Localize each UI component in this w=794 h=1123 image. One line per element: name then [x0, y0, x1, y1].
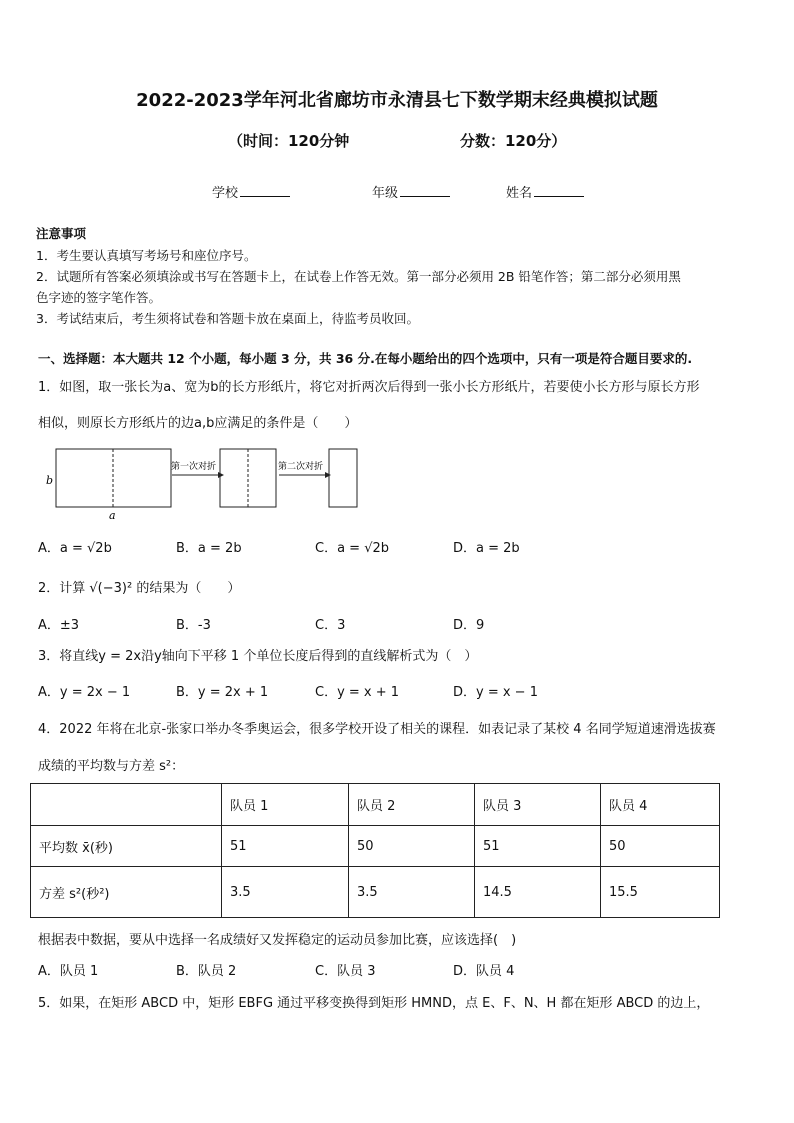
- q3-stem: 3．将直线y = 2x沿y轴向下平移 1 个单位长度后得到的直线解析式为（ ）: [38, 649, 478, 664]
- table-header-cell: 队员 4: [601, 784, 720, 826]
- q4-option-a[interactable]: A．队员 1: [38, 964, 99, 979]
- school-blank[interactable]: [240, 184, 290, 197]
- table-header-cell: 队员 1: [222, 784, 349, 826]
- q2-stem: 2．计算 √(−3)² 的结果为（ ）: [38, 581, 241, 596]
- label-a: a: [109, 509, 116, 520]
- school-label: 学校: [212, 186, 239, 201]
- name-blank[interactable]: [534, 184, 584, 197]
- table-cell: 3.5: [222, 867, 349, 918]
- q4-stem-line2: 成绩的平均数与方差 s²：: [38, 759, 185, 774]
- q3-option-c[interactable]: C．y = x + 1: [315, 685, 400, 700]
- arrow2-head: [325, 472, 331, 478]
- table-row: [31, 867, 720, 918]
- q1-folding-figure: [40, 440, 370, 520]
- arrow2-label: 第二次对折: [278, 462, 324, 472]
- table-cell: 51: [222, 826, 349, 867]
- arrow1-label: 第一次对折: [171, 462, 217, 472]
- q3-option-b[interactable]: B．y = 2x + 1: [176, 685, 269, 700]
- q4-option-d[interactable]: D．队员 4: [453, 964, 515, 979]
- q1-stem-line2: 相似，则原长方形纸片的边a,b应满足的条件是（ ）: [38, 416, 358, 431]
- q2-option-d[interactable]: D．9: [453, 618, 485, 633]
- label-b: b: [46, 474, 54, 487]
- table-cell: 3.5: [349, 867, 475, 918]
- q3-option-a[interactable]: A．y = 2x − 1: [38, 685, 131, 700]
- table-cell: 50: [349, 826, 475, 867]
- half-rectangle: [220, 449, 276, 507]
- grade-field[interactable]: [372, 182, 450, 201]
- q1-option-b[interactable]: B．a = 2b: [176, 541, 242, 556]
- table-cell: 平均数 x̄(秒): [31, 826, 222, 867]
- grade-blank[interactable]: [400, 184, 450, 197]
- grade-label: 年级: [372, 186, 399, 201]
- page-title: 2022-2023学年河北省廊坊市永清县七下数学期末经典模拟试题: [136, 90, 658, 111]
- table-cell: 14.5: [475, 867, 601, 918]
- table-header-cell: 队员 3: [475, 784, 601, 826]
- notice-heading: 注意事项: [36, 226, 87, 241]
- notice-item: 2．试题所有答案必须填涂或书写在答题卡上，在试卷上作答无效。第一部分必须用 2B 铅笔作答；第二部分必须用黑: [36, 269, 681, 284]
- quarter-rectangle: [329, 449, 357, 507]
- table-cell: 方差 s²(秒²): [31, 867, 222, 918]
- exam-score: 分数：120分）: [460, 132, 567, 150]
- q3-option-d[interactable]: D．y = x − 1: [453, 685, 538, 700]
- notice-item: 1．考生要认真填写考场号和座位序号。: [36, 248, 257, 263]
- q5-stem-line1: 5．如果，在矩形 ABCD 中，矩形 EBFG 通过平移变换得到矩形 HMND，点 E、F、N、H 都在矩形 ABCD 的边上，: [38, 996, 710, 1011]
- q4-stem-line1: 4．2022 年将在北京-张家口举办冬季奥运会，很多学校开设了相关的课程．如表记录了某校 4 名同学短道速滑选拔赛: [38, 722, 716, 737]
- arrow1-head: [218, 472, 224, 478]
- table-cell: 15.5: [601, 867, 720, 918]
- q2-option-c[interactable]: C．3: [315, 618, 346, 633]
- table-header-cell: 队员 2: [349, 784, 475, 826]
- notice-item: 3．考试结束后，考生须将试卷和答题卡放在桌面上，待监考员收回。: [36, 311, 419, 326]
- notice-item: 色字迹的签字笔作答。: [36, 290, 162, 305]
- q4-option-c[interactable]: C．队员 3: [315, 964, 376, 979]
- q1-option-c[interactable]: C．a = √2b: [315, 541, 390, 556]
- q2-option-b[interactable]: B．-3: [176, 618, 211, 633]
- table-cell: 50: [601, 826, 720, 867]
- exam-time: （时间：120分钟: [228, 132, 350, 150]
- table-header-cell: [31, 784, 222, 826]
- table-row: [31, 826, 720, 867]
- section-heading: 一、选择题：本大题共 12 个小题，每小题 3 分，共 36 分.在每小题给出的四个选项中，只有一项是符合题目要求的.: [38, 351, 693, 366]
- q1-stem-line1: 1．如图，取一张长为a、宽为b的长方形纸片，将它对折两次后得到一张小长方形纸片，若要使小长方形与原长方形: [38, 380, 700, 395]
- table-header-row: [31, 784, 720, 826]
- q1-option-d[interactable]: D．a = 2b: [453, 541, 520, 556]
- name-label: 姓名: [506, 186, 533, 201]
- original-rectangle: [56, 449, 171, 507]
- name-field[interactable]: [506, 182, 584, 201]
- school-field[interactable]: [212, 182, 290, 201]
- table-cell: 51: [475, 826, 601, 867]
- q4-option-b[interactable]: B．队员 2: [176, 964, 237, 979]
- q4-question: 根据表中数据，要从中选择一名成绩好又发挥稳定的运动员参加比赛，应该选择( ): [38, 933, 517, 948]
- scores-table: [30, 783, 720, 918]
- q1-option-a[interactable]: A．a = √2b: [38, 541, 112, 556]
- q2-option-a[interactable]: A．±3: [38, 618, 80, 633]
